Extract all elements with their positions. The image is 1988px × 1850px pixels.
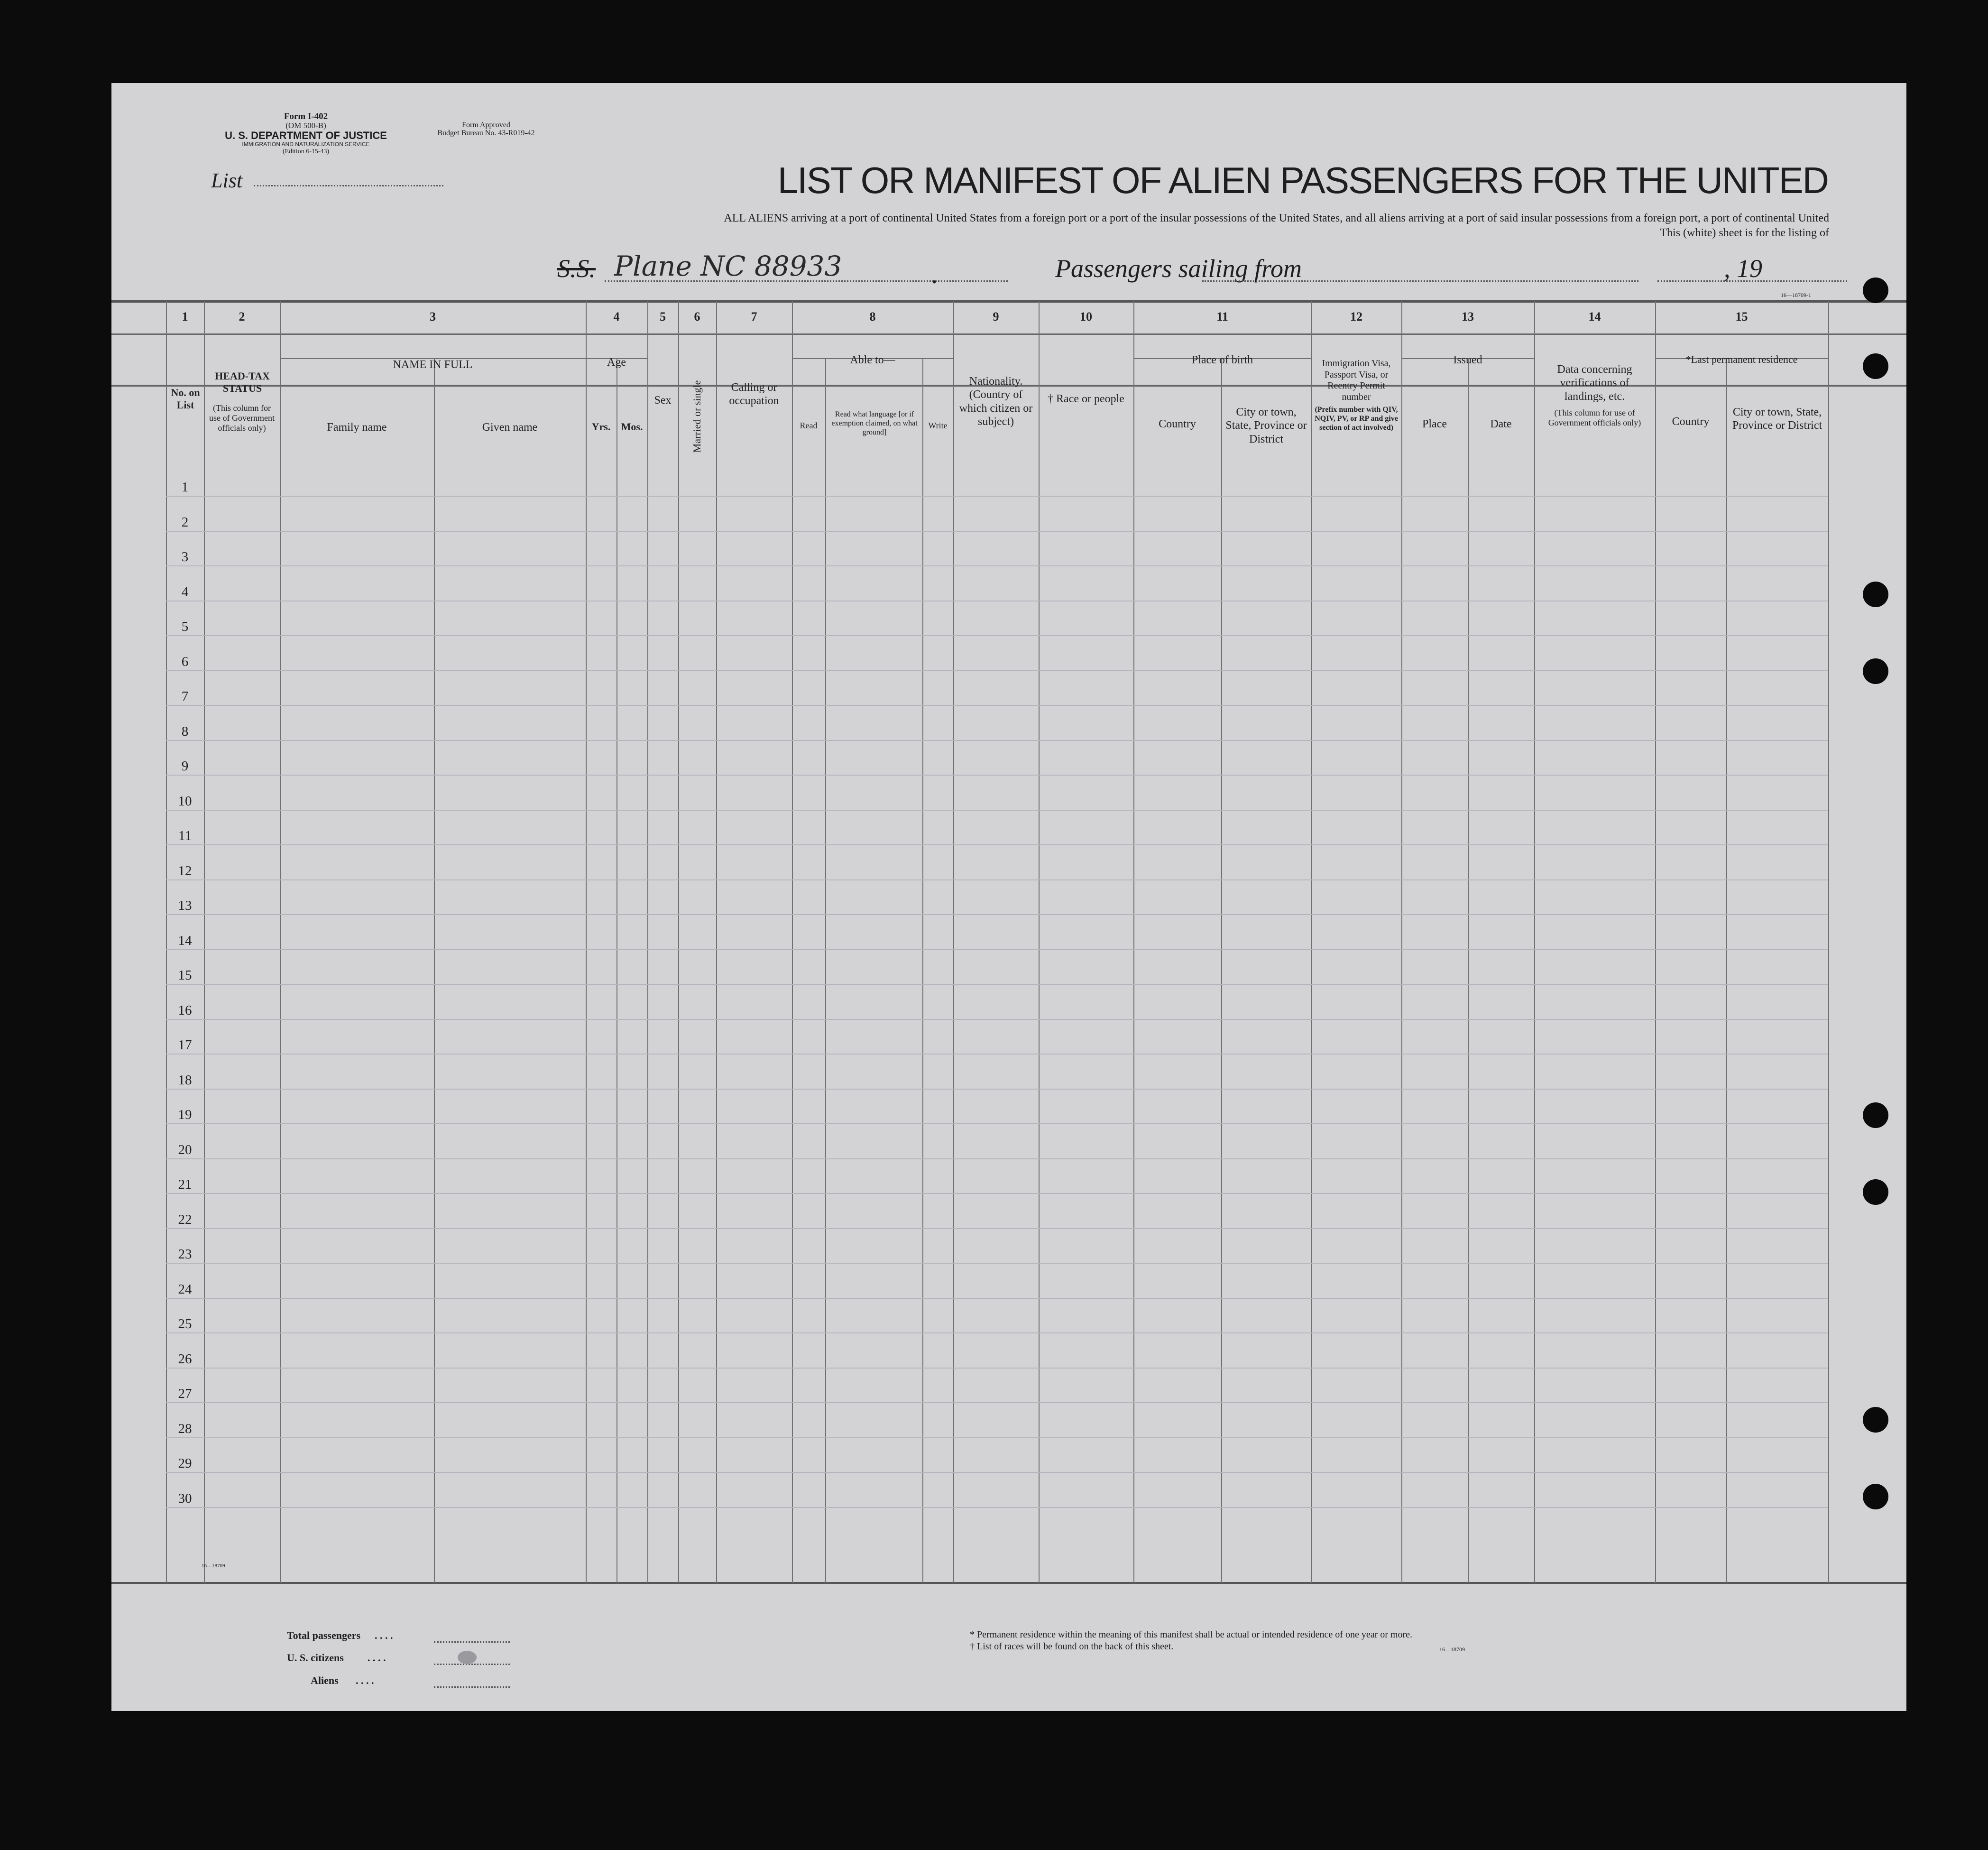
col-num-15: 15 — [1735, 310, 1748, 324]
aliens-line — [434, 1686, 510, 1688]
col-divider — [953, 301, 954, 1583]
header-write: Write — [928, 421, 948, 430]
col-divider — [678, 301, 679, 1583]
header-res-country: Country — [1672, 416, 1710, 428]
col-num-4: 4 — [613, 310, 620, 324]
instructions-line-1: ALL ALIENS arriving at a port of continental United States from a foreign port or a port of the insular possessions of the United States, and all aliens arriving at a port of said insular possessions from a foreign port, a port of continental United — [724, 212, 1829, 224]
manifest-sheet — [111, 83, 1906, 1711]
row-number: 8 — [181, 724, 189, 739]
header-last-residence: *Last permanent residence — [1685, 353, 1798, 365]
col-num-10: 10 — [1080, 310, 1092, 324]
row-rule — [166, 1332, 1828, 1333]
row-number: 16 — [178, 1003, 192, 1018]
us-citizens-line — [434, 1664, 510, 1665]
header-issued: Issued — [1453, 354, 1482, 366]
service: IMMIGRATION AND NATURALIZATION SERVICE — [242, 141, 370, 148]
row-rule — [166, 1089, 1828, 1090]
row-number: 17 — [178, 1037, 192, 1053]
row-number: 27 — [178, 1386, 192, 1401]
row-number: 9 — [181, 758, 189, 774]
smudge-mark — [458, 1651, 477, 1664]
row-rule — [166, 1472, 1828, 1473]
col-num-11: 11 — [1216, 310, 1228, 324]
row-number: 19 — [178, 1107, 192, 1122]
row-number: 25 — [178, 1316, 192, 1332]
header-married: Married or single — [691, 380, 703, 453]
row-rule — [166, 844, 1828, 845]
col-divider — [1133, 301, 1134, 1583]
col-divider — [166, 301, 167, 1583]
header-birth-country: Country — [1159, 418, 1196, 430]
row-rule — [166, 1437, 1828, 1438]
col-divider — [1311, 301, 1312, 1583]
row-rule — [166, 879, 1828, 880]
header-issued-place: Place — [1422, 418, 1447, 430]
col-divider — [792, 301, 793, 1583]
row-rule — [166, 740, 1828, 741]
row-rule — [166, 496, 1828, 497]
row-number: 30 — [178, 1491, 192, 1506]
row-number: 18 — [178, 1073, 192, 1088]
col-num-12: 12 — [1350, 310, 1362, 324]
col-num-8: 8 — [869, 310, 876, 324]
col-divider — [280, 301, 281, 1583]
vessel-period: . — [932, 266, 937, 287]
header-landings-note: (This column for use of Government officials only) — [1548, 408, 1641, 428]
list-line — [254, 185, 443, 186]
row-rule — [166, 1193, 1828, 1194]
col-num-2: 2 — [239, 310, 245, 324]
header-nationality: Nationality. (Country of which citizen or subject) — [959, 375, 1033, 428]
col-divider — [204, 301, 205, 1583]
row-rule — [166, 1228, 1828, 1229]
col-divider — [586, 301, 587, 1583]
row-number: 29 — [178, 1456, 192, 1471]
row-rule — [166, 1402, 1828, 1403]
row-number: 11 — [178, 828, 192, 843]
header-sex: Sex — [654, 394, 672, 407]
punch-hole — [1863, 1102, 1888, 1128]
row-number: 14 — [178, 933, 192, 948]
col-divider — [1828, 301, 1829, 1583]
note-residence: * Permanent residence within the meaning of this manifest shall be actual or intended residence of one year or more. — [970, 1629, 1413, 1640]
row-number: 12 — [178, 863, 192, 879]
note-races: † List of races will be found on the back of this sheet. — [970, 1641, 1174, 1652]
row-rule — [166, 565, 1828, 566]
col-divider — [716, 301, 717, 1583]
ss-label: S.S. — [557, 254, 596, 283]
department: U. S. DEPARTMENT OF JUSTICE — [225, 130, 387, 141]
print-code-grid: 16—18709 — [202, 1563, 225, 1569]
header-no-on-list: No. on List — [171, 387, 200, 411]
row-rule — [166, 635, 1828, 636]
punch-hole — [1863, 658, 1888, 684]
row-rule — [166, 531, 1828, 532]
header-birth-city: City or town, State, Province or District — [1225, 406, 1307, 445]
header-family-name: Family name — [327, 421, 387, 434]
year-label: , 19 — [1724, 254, 1762, 283]
row-number: 7 — [181, 689, 189, 704]
header-head-tax: HEAD-TAX STATUS — [215, 370, 270, 394]
dots: . . . . — [368, 1652, 386, 1664]
header-given-name: Given name — [482, 421, 538, 434]
row-rule — [166, 1123, 1828, 1124]
col-num-7: 7 — [751, 310, 757, 324]
punch-hole — [1863, 278, 1888, 303]
header-read-language: Read what language [or if exemption claimed, on what ground] — [831, 410, 918, 436]
row-number: 10 — [178, 794, 192, 809]
col-num-3: 3 — [430, 310, 436, 324]
col-divider — [647, 301, 648, 1583]
dots: . . . . — [375, 1629, 393, 1641]
col-divider — [1039, 301, 1040, 1583]
row-rule — [166, 1158, 1828, 1159]
row-number: 1 — [181, 480, 189, 495]
header-place-of-birth: Place of birth — [1191, 354, 1253, 366]
row-number: 2 — [181, 515, 189, 530]
col-num-13: 13 — [1462, 310, 1474, 324]
row-rule — [166, 775, 1828, 776]
row-number: 28 — [178, 1421, 192, 1436]
row-number: 26 — [178, 1351, 192, 1367]
print-code-bottom: 16—18709 — [1439, 1646, 1465, 1653]
row-rule — [166, 984, 1828, 985]
dots: . . . . — [356, 1674, 374, 1686]
list-label: List — [211, 169, 243, 192]
row-rule — [166, 810, 1828, 811]
instructions-line-2: This (white) sheet is for the listing of — [1660, 227, 1829, 239]
row-rule — [166, 1298, 1828, 1299]
row-number: 22 — [178, 1212, 192, 1227]
header-able-to: Able to— — [850, 354, 895, 366]
total-passengers-label: Total passengers — [287, 1629, 361, 1641]
row-number: 4 — [181, 584, 189, 600]
row-number: 3 — [181, 549, 189, 564]
header-race: † Race or people — [1048, 393, 1124, 405]
row-number: 6 — [181, 654, 189, 669]
row-rule — [166, 705, 1828, 706]
row-rule — [166, 1507, 1828, 1508]
col-num-5: 5 — [660, 310, 666, 324]
header-issued-date: Date — [1490, 418, 1512, 430]
col-num-6: 6 — [694, 310, 700, 324]
row-number: 15 — [178, 968, 192, 983]
punch-hole — [1863, 582, 1888, 607]
row-rule — [166, 949, 1828, 950]
row-number: 20 — [178, 1142, 192, 1157]
form-number: Form I-402 — [284, 111, 328, 121]
header-res-city: City or town, State, Province or District — [1732, 406, 1822, 432]
row-number: 5 — [181, 619, 189, 634]
us-citizens-label: U. S. citizens — [287, 1652, 344, 1664]
row-rule — [166, 914, 1828, 915]
header-age: Age — [607, 356, 626, 369]
col-num-9: 9 — [993, 310, 999, 324]
row-number: 21 — [178, 1177, 192, 1192]
form-code: (OM 500-B) — [285, 121, 326, 130]
sailing-from-label: Passengers sailing from — [1055, 254, 1302, 283]
header-head-tax-note: (This column for use of Government officials only) — [209, 403, 275, 433]
punch-hole — [1863, 1484, 1888, 1509]
page-title: LIST OR MANIFEST OF ALIEN PASSENGERS FOR THE UNITED — [777, 159, 1828, 201]
row-rule — [166, 1368, 1828, 1369]
col-num-1: 1 — [182, 310, 188, 324]
header-landings: Data concerning verifications of landings, etc. — [1557, 363, 1632, 403]
row-rule — [166, 670, 1828, 671]
print-code-top: 16—18709-1 — [1781, 292, 1811, 298]
row-number: 24 — [178, 1282, 192, 1297]
col-divider — [1401, 301, 1402, 1583]
sailing-from-line — [1202, 280, 1638, 282]
col-num-14: 14 — [1588, 310, 1601, 324]
row-rule — [166, 1019, 1828, 1020]
row-rule — [166, 1263, 1828, 1264]
punch-hole — [1863, 1179, 1888, 1205]
row-number: 13 — [178, 898, 192, 913]
vessel-name: Plane NC 88933 — [614, 250, 842, 282]
table-top-rule — [111, 300, 1906, 303]
header-calling: Calling or occupation — [729, 381, 779, 407]
header-yrs: Yrs. — [591, 421, 611, 433]
header-mos: Mos. — [621, 421, 643, 433]
col-divider — [1655, 301, 1656, 1583]
header-name-in-full: NAME IN FULL — [393, 359, 473, 371]
table-bottom-rule — [111, 1582, 1906, 1584]
header-visa-note: (Prefix number with QIV, NQIV, PV, or RP and give section of act involved) — [1315, 406, 1398, 432]
header-visa: Immigration Visa, Passport Visa, or Reentry Permit number — [1322, 358, 1391, 402]
punch-hole — [1863, 353, 1888, 379]
punch-hole — [1863, 1407, 1888, 1433]
total-passengers-line — [434, 1641, 510, 1643]
row-number: 23 — [178, 1247, 192, 1262]
col-divider — [1534, 301, 1535, 1583]
header-read: Read — [800, 421, 818, 430]
form-approved: Form Approved — [462, 121, 510, 129]
number-row-rule — [111, 333, 1906, 335]
edition: (Edition 6-15-43) — [282, 148, 330, 155]
aliens-label: Aliens — [311, 1674, 339, 1686]
budget-number: Budget Bureau No. 43-R019-42 — [437, 129, 535, 137]
